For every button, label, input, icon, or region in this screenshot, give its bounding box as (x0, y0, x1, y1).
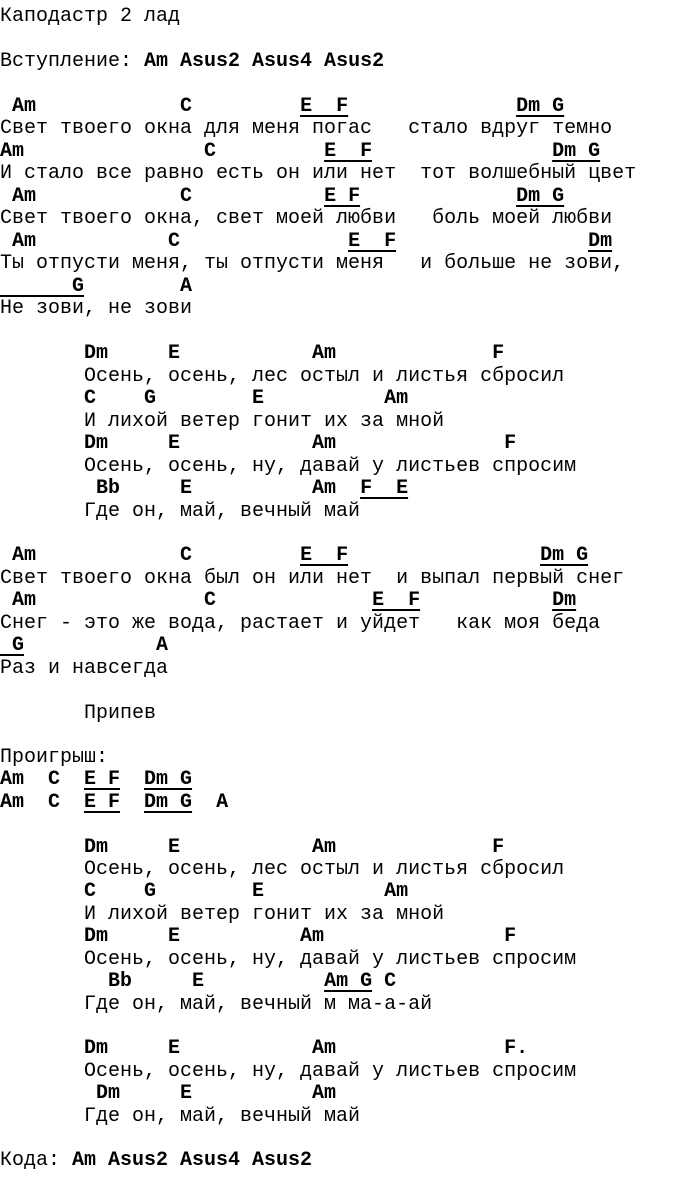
chord-line: Dm E Am F. (0, 1037, 529, 1060)
chord-segment-underlined: Dm G (144, 791, 193, 814)
chord-segment-underlined: Dm G (552, 140, 601, 163)
lyric-line: Раз и навсегда (0, 657, 169, 680)
chord-line (0, 971, 396, 993)
coda-chords: Am Asus2 Asus4 Asus2 (72, 1149, 313, 1172)
lyric-line: Свет твоего окна для меня погас стало вдруг темно (0, 117, 613, 140)
lyric-line: Осень, осень, ну, давай у листьев спросим (0, 948, 577, 971)
chord-segment (120, 791, 144, 814)
chord-segment (360, 185, 516, 208)
chord-line: Dm E Am F (0, 432, 517, 455)
chord-segment (348, 95, 516, 118)
chord-segment: Am C (0, 589, 373, 612)
lyric-line: Осень, осень, лес остыл и листья сбросил (0, 858, 565, 881)
chord-segment: Bb E (0, 970, 325, 993)
chord-segment: Am C (0, 768, 85, 791)
chord-segment-underlined: E F (324, 185, 361, 208)
chord-segment-underlined: E F (324, 140, 373, 163)
lyric-line: Где он, май, вечный май (0, 500, 361, 523)
chord-segment: A (192, 791, 229, 814)
lyric-line: Осень, осень, лес остыл и листья сбросил (0, 365, 565, 388)
lyric-line: Ты отпусти меня, ты отпусти меня и больше не зови, (0, 252, 625, 275)
intro-chords: Am Asus2 Asus4 Asus2 (144, 50, 385, 73)
chord-line (0, 276, 192, 298)
chord-segment-underlined: Dm (552, 589, 577, 612)
lyric-line: Где он, май, вечный м ма-а-ай (0, 993, 433, 1016)
chord-segment-underlined: E F (348, 230, 397, 253)
chord-line (0, 769, 192, 791)
chord-line (0, 141, 600, 163)
chord-segment: Bb E Am (0, 477, 361, 500)
chord-segment-underlined: E F (300, 544, 349, 567)
chord-line: C G E Am (0, 880, 409, 903)
chord-segment-underlined: E F (84, 768, 121, 791)
chord-line (0, 478, 408, 500)
chord-line (0, 96, 564, 118)
chord-segment-underlined: Dm G (540, 544, 589, 567)
chord-segment-underlined: Dm G (516, 95, 565, 118)
chord-segment: Am C (0, 185, 325, 208)
chord-segment (372, 140, 552, 163)
lyric-line: И стало все равно есть он или нет тот волшебный цвет (0, 162, 637, 185)
chord-segment: Am C (0, 544, 301, 567)
chord-segment-underlined: Dm G (144, 768, 193, 791)
chord-line (0, 635, 168, 657)
lyric-line: Где он, май, вечный май (0, 1105, 361, 1128)
chord-segment: A (84, 275, 193, 298)
chord-line: Dm E Am F (0, 836, 505, 859)
chord-line (0, 186, 564, 208)
lyric-line: И лихой ветер гонит их за мной (0, 410, 445, 433)
lyric-line: Не зови, не зови (0, 297, 193, 320)
chord-segment: C (372, 970, 397, 993)
chord-segment-underlined: E F (84, 791, 121, 814)
chord-line (0, 545, 588, 567)
interlude-label: Проигрыш: (0, 746, 109, 769)
lyric-line: Осень, осень, ну, давай у листьев спросим (0, 1060, 577, 1083)
chord-segment (120, 768, 144, 791)
chord-line (0, 792, 228, 814)
chord-segment: Am C (0, 140, 325, 163)
chorus-reference: Припев (0, 702, 157, 725)
chord-line: C G E Am (0, 387, 409, 410)
chord-segment: Am C (0, 791, 85, 814)
chord-segment-underlined: G (0, 634, 25, 657)
chord-segment-underlined: F E (360, 477, 409, 500)
chord-segment: Am C (0, 230, 349, 253)
chord-line (0, 231, 612, 253)
lyric-line: Осень, осень, ну, давай у листьев спросим (0, 455, 577, 478)
lyric-line: Снег - это же вода, растает и уйдет как моя беда (0, 612, 601, 635)
chord-segment: Am C (0, 95, 301, 118)
capo-line: Каподастр 2 лад (0, 5, 181, 28)
chord-line: Dm E Am F (0, 925, 517, 948)
lyric-line: Свет твоего окна был он или нет и выпал первый снег (0, 567, 625, 590)
coda-line (0, 1150, 312, 1172)
chord-segment-underlined: Am G (324, 970, 373, 993)
chord-line: Dm E Am (0, 1082, 337, 1105)
intro-label: Вступление: (0, 50, 145, 73)
chord-segment: A (24, 634, 169, 657)
chord-segment (420, 589, 552, 612)
chord-segment-underlined: Dm G (516, 185, 565, 208)
coda-label: Кода: (0, 1149, 73, 1172)
chord-segment-underlined: E F (372, 589, 421, 612)
chord-segment (396, 230, 588, 253)
chord-segment (348, 544, 540, 567)
lyric-line: Свет твоего окна, свет моей любви боль моей любви (0, 207, 613, 230)
lyric-line: И лихой ветер гонит их за мной (0, 903, 445, 926)
chord-segment-underlined: Dm (588, 230, 613, 253)
chord-line: Dm E Am F (0, 342, 505, 365)
chord-line (0, 590, 576, 612)
intro-line (0, 51, 384, 73)
chord-segment-underlined: E F (300, 95, 349, 118)
chord-segment-underlined: G (0, 275, 85, 298)
